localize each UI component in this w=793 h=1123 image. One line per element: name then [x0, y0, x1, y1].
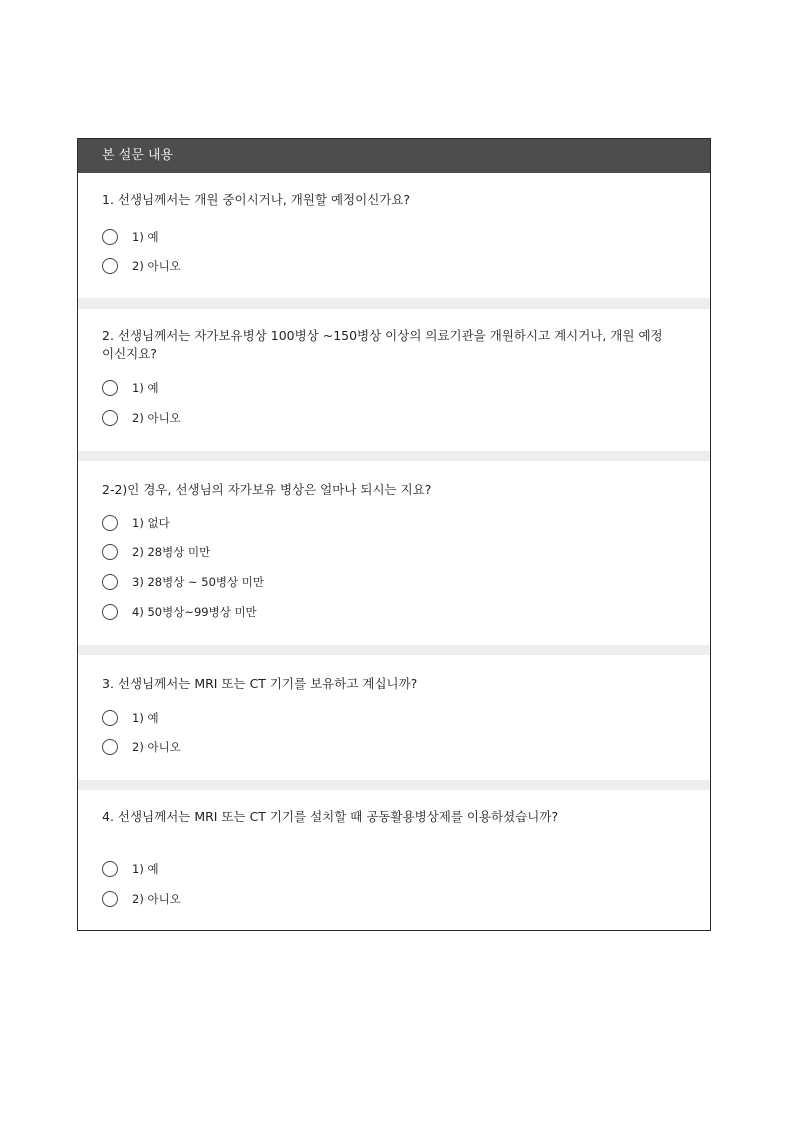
- question-text: 2. 선생님께서는 자가보유병상 100병상 ~150병상 이상의 의료기관을 개원하시고 계시거나, 개원 예정이신지요?: [102, 328, 663, 361]
- question-section-2-2: [78, 461, 710, 645]
- radio-option-q4-yes[interactable]: [102, 861, 159, 877]
- question-section-1: [78, 173, 710, 298]
- option-label: 2) 아니오: [132, 740, 181, 754]
- radio-button-icon[interactable]: [102, 604, 118, 620]
- radio-option-q3-yes[interactable]: [102, 710, 159, 726]
- radio-button-icon[interactable]: [102, 739, 118, 755]
- radio-button-icon[interactable]: [102, 891, 118, 907]
- radio-option-q4-no[interactable]: [102, 891, 181, 907]
- option-label: 3) 28병상 ~ 50병상 미만: [132, 575, 264, 589]
- survey-title: 본 설문 내용: [102, 148, 174, 163]
- radio-option-q1-no[interactable]: [102, 258, 181, 274]
- option-label: 2) 아니오: [132, 259, 181, 273]
- radio-option-q1-yes[interactable]: [102, 229, 159, 245]
- radio-option-q2-no[interactable]: [102, 410, 181, 426]
- radio-option-q22-2[interactable]: [102, 544, 210, 560]
- radio-button-icon[interactable]: [102, 861, 118, 877]
- option-label: 1) 예: [132, 381, 159, 395]
- survey-header: [78, 139, 710, 173]
- option-label: 1) 예: [132, 230, 159, 244]
- option-label: 1) 예: [132, 711, 159, 725]
- option-label: 2) 아니오: [132, 411, 181, 425]
- radio-option-q3-no[interactable]: [102, 739, 181, 755]
- radio-button-icon[interactable]: [102, 515, 118, 531]
- radio-option-q22-3[interactable]: [102, 574, 264, 590]
- option-label: 2) 아니오: [132, 892, 181, 906]
- question-section-4: [78, 790, 710, 931]
- radio-button-icon[interactable]: [102, 410, 118, 426]
- option-label: 2) 28병상 미만: [132, 545, 211, 559]
- option-label: 1) 없다: [132, 516, 170, 530]
- option-label: 1) 예: [132, 862, 159, 876]
- radio-button-icon[interactable]: [102, 380, 118, 396]
- question-text: 1. 선생님께서는 개원 중이시거나, 개원할 예정이신가요?: [102, 192, 411, 207]
- option-label: 4) 50병상~99병상 미만: [132, 605, 257, 619]
- question-text: 3. 선생님께서는 MRI 또는 CT 기기를 보유하고 계십니까?: [102, 676, 418, 691]
- radio-option-q2-yes[interactable]: [102, 380, 159, 396]
- question-text: 2-2)인 경우, 선생님의 자가보유 병상은 얼마나 되시는 지요?: [102, 482, 432, 497]
- radio-button-icon[interactable]: [102, 229, 118, 245]
- radio-option-q22-4[interactable]: [102, 604, 257, 620]
- radio-option-q22-1[interactable]: [102, 515, 170, 531]
- radio-button-icon[interactable]: [102, 544, 118, 560]
- survey-form: [77, 138, 711, 931]
- radio-button-icon[interactable]: [102, 574, 118, 590]
- radio-button-icon[interactable]: [102, 258, 118, 274]
- question-text: 4. 선생님께서는 MRI 또는 CT 기기를 설치할 때 공동활용병상제를 이용하셨습니까?: [102, 809, 559, 824]
- radio-button-icon[interactable]: [102, 710, 118, 726]
- question-section-3: [78, 655, 710, 780]
- question-section-2: [78, 309, 710, 451]
